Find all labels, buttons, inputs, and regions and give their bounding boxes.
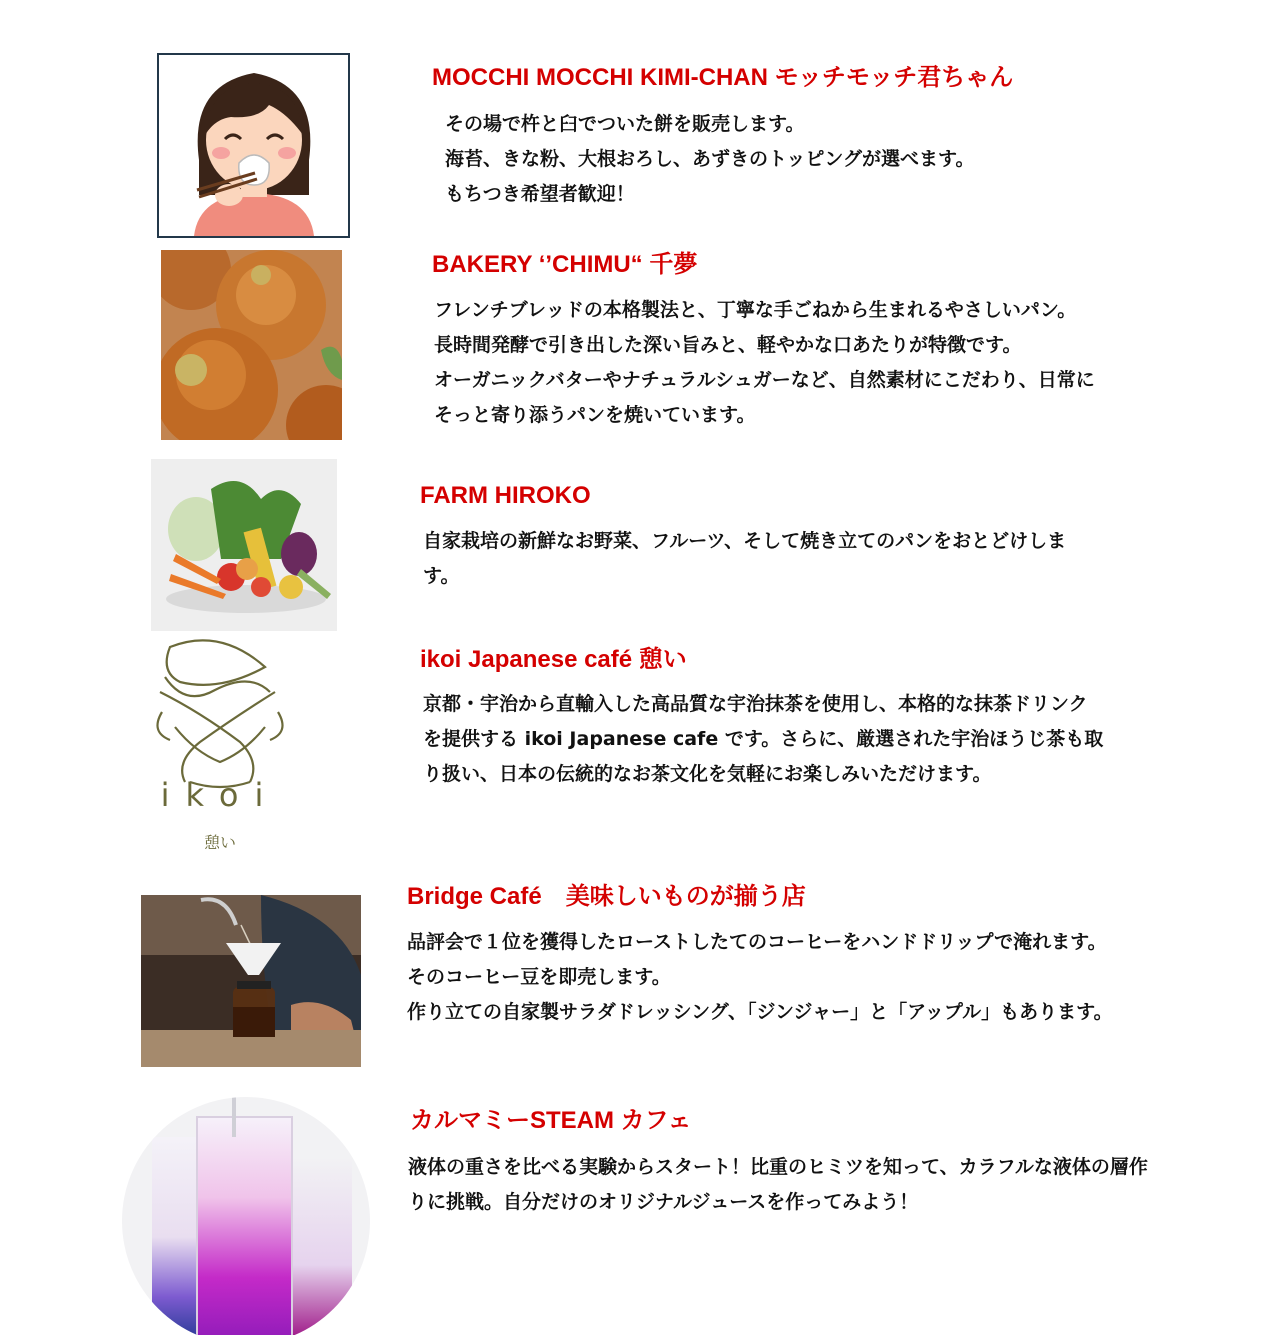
- entry-description-ikoi: [423, 687, 1103, 792]
- entry-title-bridge-cafe: Bridge Café 美味しいものが揃う店: [407, 883, 806, 910]
- description-line: 作り立ての自家製サラダドレッシング、「ジンジャー」と「アップル」もあります。: [407, 1001, 1113, 1023]
- entry-description-mochi: [445, 107, 975, 212]
- description-line: 液体の重さを比べる実験からスタート！比重のヒミツを知って、カラフルな液体の層作: [408, 1156, 1148, 1178]
- entry-title-farm: FARM HIROKO: [420, 482, 591, 509]
- ikoi-logo-text: ikoi: [160, 776, 280, 814]
- description-line: りに挑戦。自分だけのオリジナルジュースを作ってみよう！: [408, 1191, 919, 1213]
- vegetables-photo: [151, 459, 337, 631]
- entry-title-mochi: MOCCHI MOCCHI KIMI-CHAN モッチモッチ君ちゃん: [432, 64, 1014, 91]
- coffee-drip-photo: [141, 895, 361, 1067]
- ikoi-logo-subtext: 憩い: [203, 833, 237, 852]
- description-line: を提供する ikoi Japanese cafe です。さらに、厳選された宇治ほうじ茶も取: [423, 728, 1104, 750]
- description-line: す。: [423, 565, 460, 587]
- entry-description-farm: [423, 524, 1066, 594]
- bread-photo: [161, 250, 342, 440]
- description-line: オーガニックバターやナチュラルシュガーなど、自然素材にこだわり、日常に: [434, 369, 1095, 391]
- description-line: そのコーヒー豆を即売します。: [407, 966, 671, 988]
- entry-title-ikoi: ikoi Japanese café 憩い: [420, 646, 687, 673]
- entry-description-bakery: [434, 293, 1095, 433]
- description-line: そっと寄り添うパンを焼いています。: [434, 404, 756, 426]
- mochi-illustration: [157, 53, 350, 238]
- description-line: 自家栽培の新鮮なお野菜、フルーツ、そして焼き立てのパンをおとどけしま: [423, 530, 1067, 552]
- layered-drinks-photo: [122, 1097, 370, 1335]
- description-line: フレンチブレッドの本格製法と、丁寧な手ごねから生まれるやさしいパン。: [434, 299, 1077, 321]
- description-line: り扱い、日本の伝統的なお茶文化を気軽にお楽しみいただけます。: [423, 763, 992, 785]
- ikoi-logo: [140, 632, 300, 857]
- description-line: もちつき希望者歓迎！: [445, 183, 635, 205]
- entry-description-bridge-cafe: [407, 925, 1113, 1030]
- entry-title-steam-cafe: カルマミーSTEAM カフェ: [410, 1107, 692, 1134]
- description-line: 品評会で１位を獲得したローストしたてのコーヒーをハンドドリップで淹れます。: [407, 931, 1107, 953]
- description-line: 長時間発酵で引き出した深い旨みと、軽やかな口あたりが特徴です。: [434, 334, 1022, 356]
- description-line: その場で杵と臼でついた餅を販売します。: [445, 113, 805, 135]
- description-line: 京都・宇治から直輸入した高品質な宇治抹茶を使用し、本格的な抹茶ドリンク: [423, 693, 1088, 715]
- entry-description-steam-cafe: [408, 1150, 1148, 1220]
- entry-title-bakery: BAKERY ‘’CHIMU“ 千夢: [432, 251, 698, 278]
- description-line: 海苔、きな粉、大根おろし、あずきのトッピングが選べます。: [445, 148, 975, 170]
